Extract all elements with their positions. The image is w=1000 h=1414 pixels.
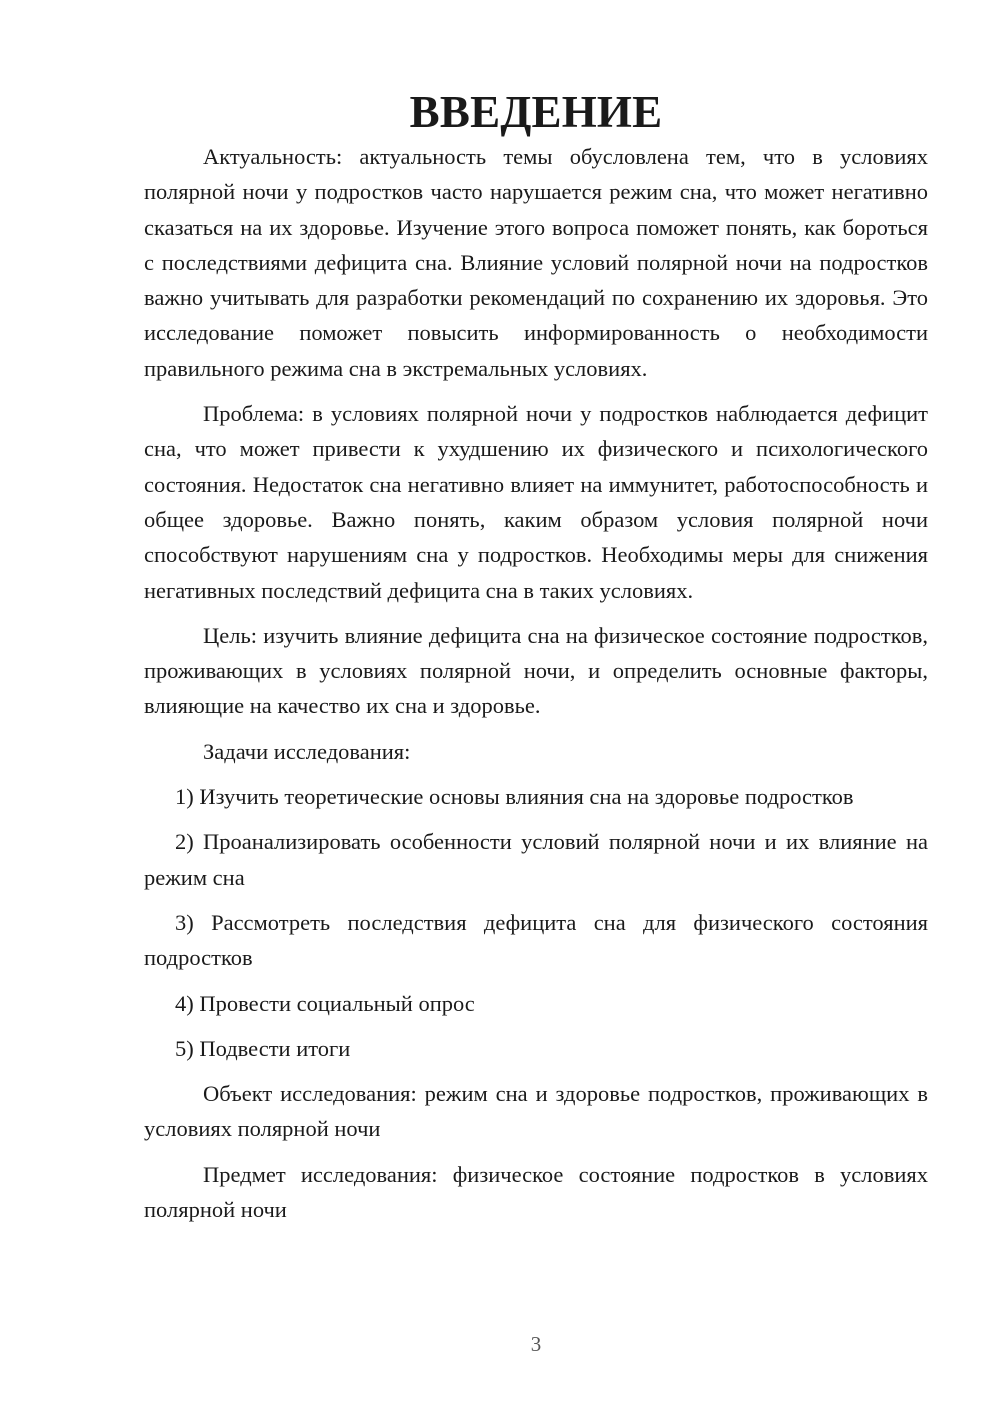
- task-item: 3) Рассмотреть последствия дефицита сна для физического состояния подростков: [144, 909, 928, 971]
- goal-paragraph: Цель: изучить влияние дефицита сна на физическое состояние подростков, проживающих в условиях полярной ночи, и определить основные факторы, влияющие на качество их сна и здоровье.: [144, 622, 928, 719]
- page-number: 3: [530, 1332, 542, 1356]
- section-title: ВВЕДЕНИЕ: [409, 87, 663, 137]
- problem-paragraph: Проблема: в условиях полярной ночи у подростков наблюдается дефицит сна, что может привести к ухудшению их физического и психологического состояния. Недостаток сна негативно влияет на иммунитет, работоспособность и общее здоровье. Важно понять, каким образом условия полярной ночи способствуют нарушениям сна у подростков. Необходимы меры для снижения негативных последствий дефицита сна в таких условиях.: [144, 401, 928, 603]
- task-item: 1) Изучить теоретические основы влияния сна на здоровье подростков: [175, 784, 854, 810]
- relevance-paragraph: Актуальность: актуальность темы обусловлена тем, что в условиях полярной ночи у подростков часто нарушается режим сна, что может негативно сказаться на их здоровье. Изучение этого вопроса поможет понять, как бороться с последствиями дефицита сна. Влияние условий полярной ночи на подростков важно учитывать для разработки рекомендаций по сохранению их здоровья. Это исследование поможет повысить информированность о необходимости правильного режима сна в экстремальных условиях.: [144, 144, 928, 381]
- task-item: 2) Проанализировать особенности условий полярной ночи и их влияние на режим сна: [144, 829, 928, 890]
- tasks-heading: Задачи исследования:: [203, 738, 411, 764]
- object-paragraph: Объект исследования: режим сна и здоровье подростков, проживающих в условиях полярной ночи: [144, 1081, 928, 1142]
- task-item: 5) Подвести итоги: [175, 1035, 351, 1061]
- page-content: [144, 87, 928, 1237]
- subject-paragraph: Предмет исследования: физическое состояние подростков в условиях полярной ночи: [144, 1161, 928, 1223]
- task-item: 4) Провести социальный опрос: [175, 990, 475, 1016]
